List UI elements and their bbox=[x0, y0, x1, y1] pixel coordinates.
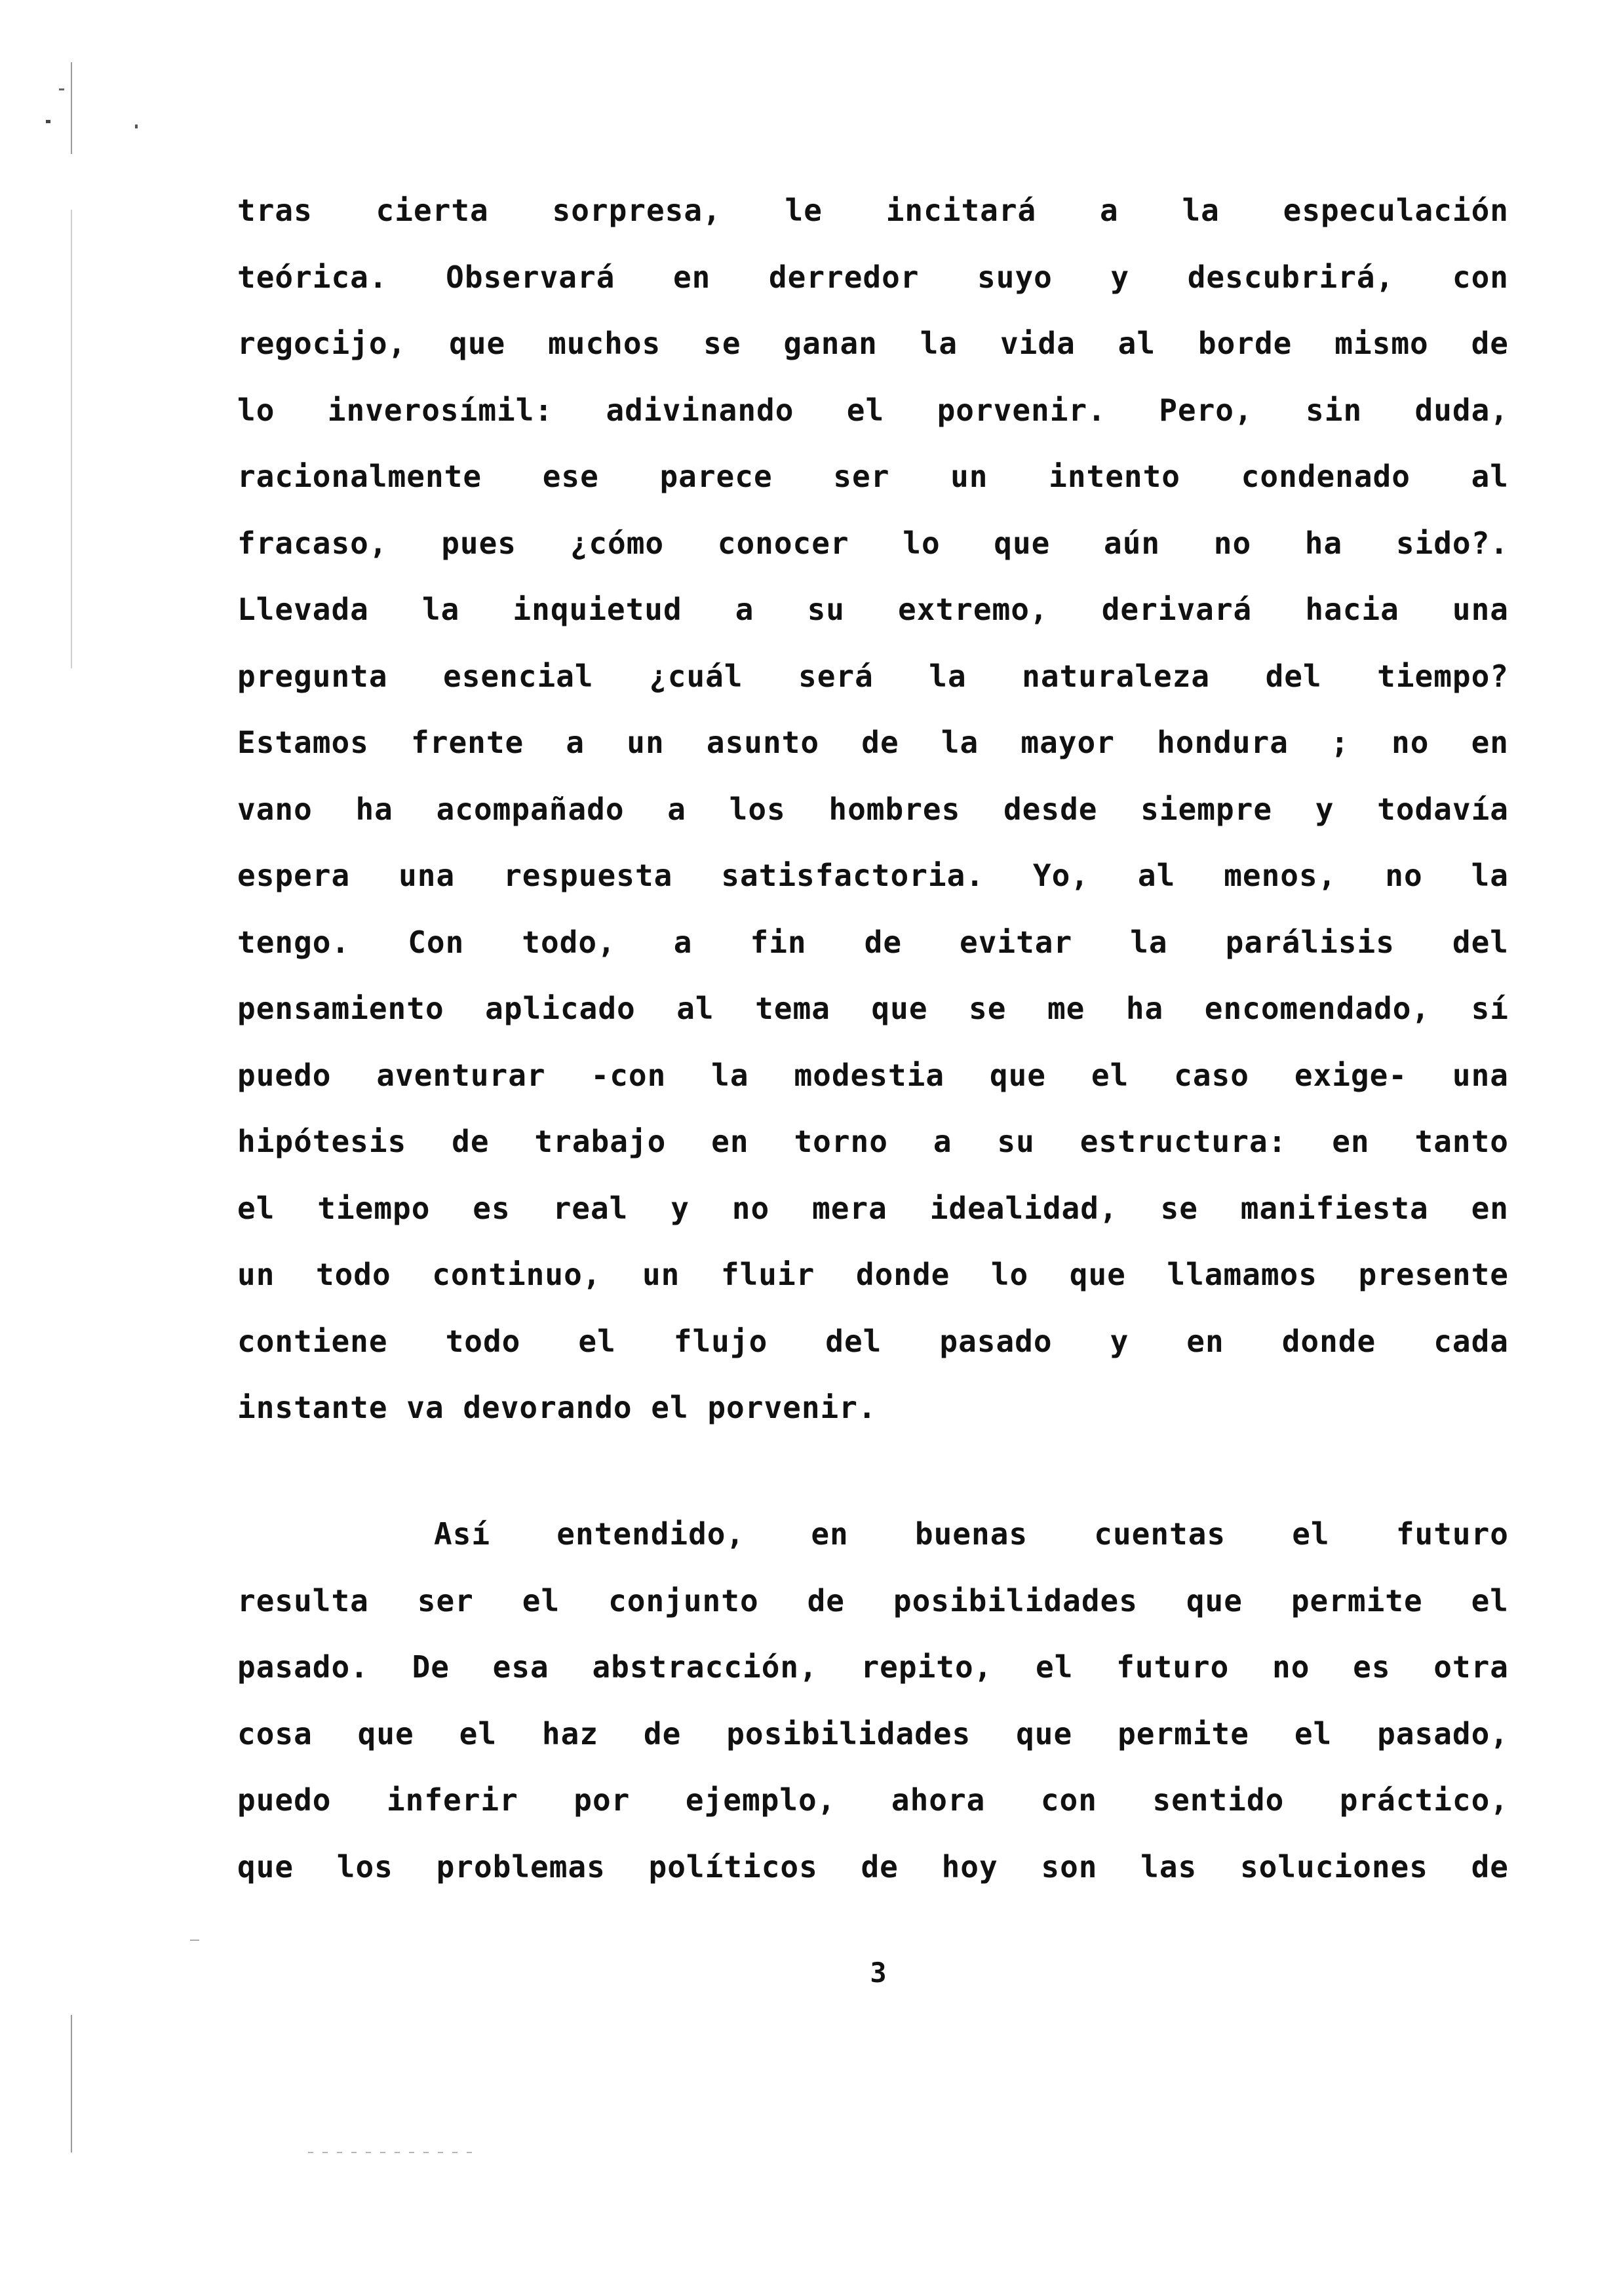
text-line: fracaso, pues ¿cómo conocer lo que aún no ha sido?. bbox=[237, 525, 1509, 561]
scan-speck bbox=[46, 120, 50, 123]
paragraph-2 bbox=[237, 1516, 1509, 1915]
text-line: hipótesis de trabajo en torno a su estructura: en tanto bbox=[237, 1124, 1509, 1159]
text-line: Llevada la inquietud a su extremo, derivará hacia una bbox=[237, 592, 1509, 627]
scan-speck bbox=[190, 1940, 199, 1941]
text-line: vano ha acompañado a los hombres desde siempre y todavía bbox=[237, 791, 1509, 827]
scan-speck bbox=[135, 124, 138, 128]
scan-bottom-mark bbox=[308, 2152, 478, 2153]
text-line: teórica. Observará en derredor suyo y descubrirá, con bbox=[237, 259, 1509, 295]
text-line: espera una respuesta satisfactoria. Yo, al menos, no la bbox=[237, 858, 1509, 893]
text-line: regocijo, que muchos se ganan la vida al borde mismo de bbox=[237, 326, 1509, 361]
text-line: pensamiento aplicado al tema que se me ha encomendado, sí bbox=[237, 991, 1509, 1026]
text-line: cosa que el haz de posibilidades que permite el pasado, bbox=[237, 1715, 1509, 1751]
page-number: 3 bbox=[870, 1957, 887, 1989]
text-line: pasado. De esa abstracción, repito, el futuro no es otra bbox=[237, 1649, 1509, 1685]
text-line: Estamos frente a un asunto de la mayor hondura ; no en bbox=[237, 725, 1509, 760]
text-line: que los problemas políticos de hoy son las soluciones de bbox=[237, 1848, 1509, 1885]
text-line: tengo. Con todo, a fin de evitar la parálisis del bbox=[237, 924, 1509, 960]
text-line: contiene todo el flujo del pasado y en donde cada bbox=[237, 1323, 1509, 1359]
paragraph-1 bbox=[237, 192, 1509, 1456]
text-line: pregunta esencial ¿cuál será la naturaleza del tiempo? bbox=[237, 658, 1509, 694]
scan-edge-mark bbox=[71, 62, 72, 154]
scan-edge-mark bbox=[71, 2015, 72, 2152]
text-line: instante va devorando el porvenir. bbox=[237, 1390, 877, 1425]
text-line: resulta ser el conjunto de posibilidades que permite el bbox=[237, 1582, 1509, 1618]
text-line: el tiempo es real y no mera idealidad, se manifiesta en bbox=[237, 1190, 1509, 1226]
scan-speck bbox=[59, 88, 64, 90]
text-line: Así entendido, en buenas cuentas el futuro bbox=[434, 1516, 1509, 1552]
scan-edge-mark bbox=[71, 210, 72, 668]
text-line: un todo continuo, un fluir donde lo que llamamos presente bbox=[237, 1257, 1509, 1292]
text-line: racionalmente ese parece ser un intento condenado al bbox=[237, 459, 1509, 494]
text-line: tras cierta sorpresa, le incitará a la especulación bbox=[237, 193, 1509, 228]
text-line: puedo aventurar -con la modestia que el caso exige- una bbox=[237, 1057, 1509, 1093]
text-line: lo inverosímil: adivinando el porvenir. Pero, sin duda, bbox=[237, 392, 1509, 428]
text-line: puedo inferir por ejemplo, ahora con sentido práctico, bbox=[237, 1782, 1509, 1818]
